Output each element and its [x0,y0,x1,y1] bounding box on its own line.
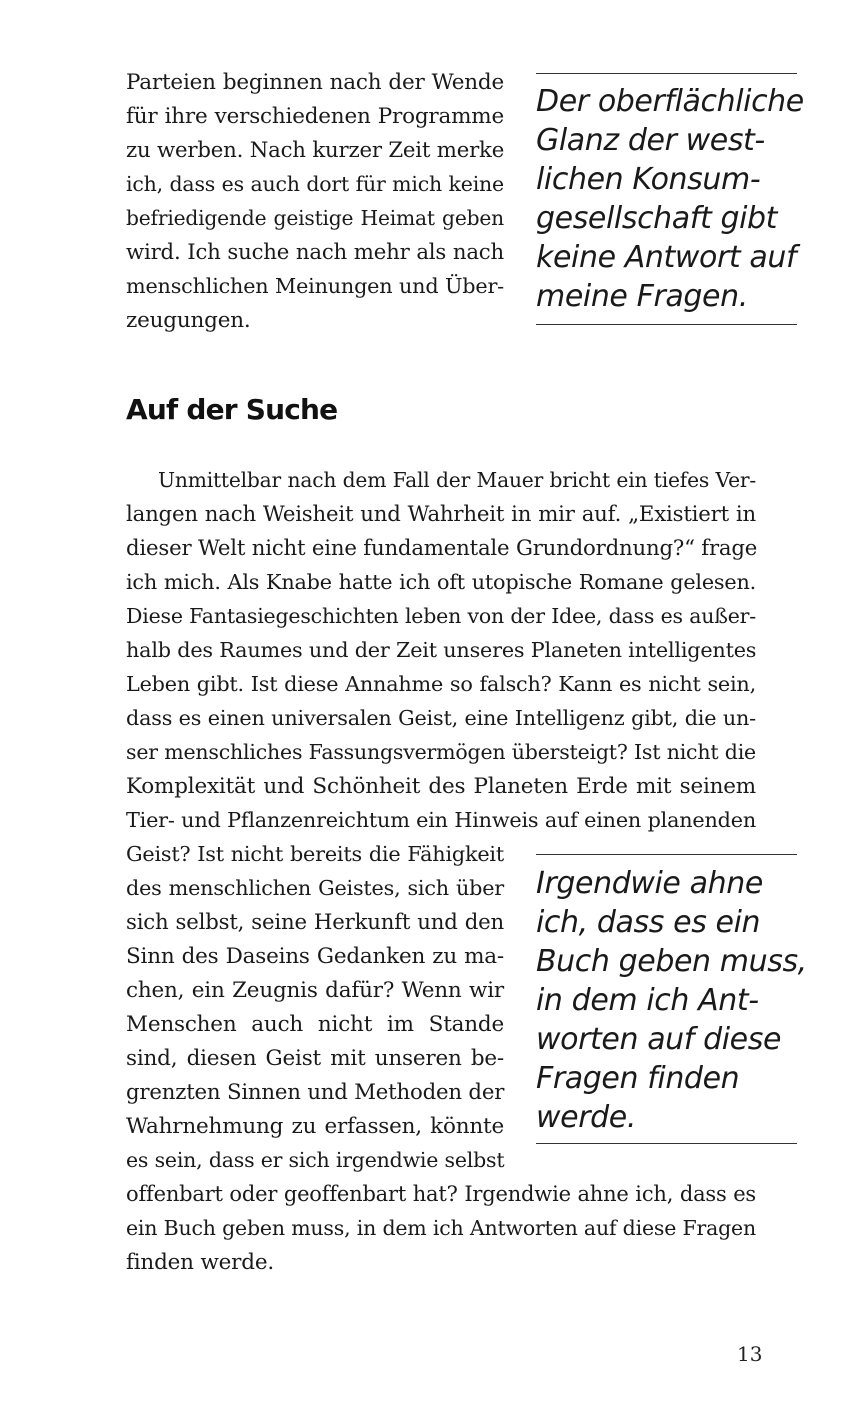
text-line: zeugungen. [126,308,251,333]
pull-quote-line: Fragen finden [536,1061,740,1096]
pull-quote-line: Irgendwie ahne [536,866,763,901]
text-line: menschlichen Meinungen und Über- [126,274,504,298]
text-line: des menschlichen Geistes, sich über [126,876,504,900]
section-heading: Auf der Suche [126,393,338,426]
text-line: Komplexität und Schönheit des Planeten Erde mit seinem [126,774,756,799]
text-line: dass es einen universalen Geist, eine Intelligenz gibt, die un- [126,706,756,730]
text-line: ser menschliches Fassungsvermögen übersteigt? Ist nicht die [126,740,756,764]
text-line: dieser Welt nicht eine fundamentale Grundordnung?“ frage [126,536,758,561]
text-line: grenzten Sinnen und Methoden der [126,1080,505,1105]
text-line: wird. Ich suche nach mehr als nach [126,240,504,265]
pull-quote-line: meine Fragen. [536,279,748,314]
text-line: zu werben. Nach kurzer Zeit merke [126,138,505,163]
text-line: halb des Raumes und der Zeit unseres Planeten intelligentes [126,638,757,662]
text-line: befriedigende geistige Heimat geben [126,206,504,230]
pull-quote-line: lichen Konsum- [536,162,761,197]
text-line: Menschen auch nicht im Stande [126,1012,504,1037]
text-line: chen, ein Zeugnis dafür? Wenn wir [126,978,504,1003]
pull-quote-line: keine Antwort auf [536,240,797,275]
text-line: ein Buch geben muss, in dem ich Antworten auf diese Fragen [126,1216,756,1240]
pull-quote-line: werde. [536,1100,636,1135]
text-line: langen nach Weisheit und Wahrheit in mir auf. „Existiert in [126,502,756,527]
text-line: finden werde. [126,1250,274,1275]
text-line: Diese Fantasiegeschichten leben von der Idee, dass es außer- [126,604,756,628]
text-line: Wahrnehmung zu erfassen, könnte [126,1114,504,1139]
text-line: Leben gibt. Ist diese Annahme so falsch? Kann es nicht sein, [126,672,756,696]
text-line: Geist? Ist nicht bereits die Fähigkeit [126,842,504,866]
pull-quote-line: gesellschaft gibt [536,201,778,236]
pull-quote-line: worten auf diese [536,1022,782,1057]
pull-quote-line: ich, dass es ein [536,905,761,940]
pull-quote-line: Der oberflächliche [536,84,804,119]
pull-quote-top-rule [536,73,797,74]
text-line: für ihre verschiedenen Programme [126,104,504,129]
text-line: Tier- und Pflanzenreichtum ein Hinweis auf einen planenden [126,808,756,832]
text-line: ich mich. Als Knabe hatte ich oft utopische Romane gelesen. [126,570,756,594]
text-line: sind, diesen Geist mit unseren be- [126,1046,504,1071]
pull-quote-top-rule [536,854,797,855]
text-line: es sein, dass er sich irgendwie selbst [126,1148,505,1172]
text-line: Unmittelbar nach dem Fall der Mauer bricht ein tiefes Ver- [158,468,756,492]
text-line: offenbart oder geoffenbart hat? Irgendwie ahne ich, dass es [126,1182,756,1206]
pull-quote-bottom-rule [536,324,797,325]
page-number: 13 [737,1342,763,1366]
text-line: sich selbst, seine Herkunft und den [126,910,504,935]
pull-quote-line: in dem ich Ant- [536,983,759,1018]
text-line: Sinn des Daseins Gedanken zu ma- [126,944,504,969]
text-line: Parteien beginnen nach der Wende [126,70,504,95]
pull-quote-line: Buch geben muss, [536,944,807,979]
text-line: ich, dass es auch dort für mich keine [126,172,504,196]
pull-quote-line: Glanz der west- [536,123,765,158]
pull-quote-bottom-rule [536,1143,797,1144]
